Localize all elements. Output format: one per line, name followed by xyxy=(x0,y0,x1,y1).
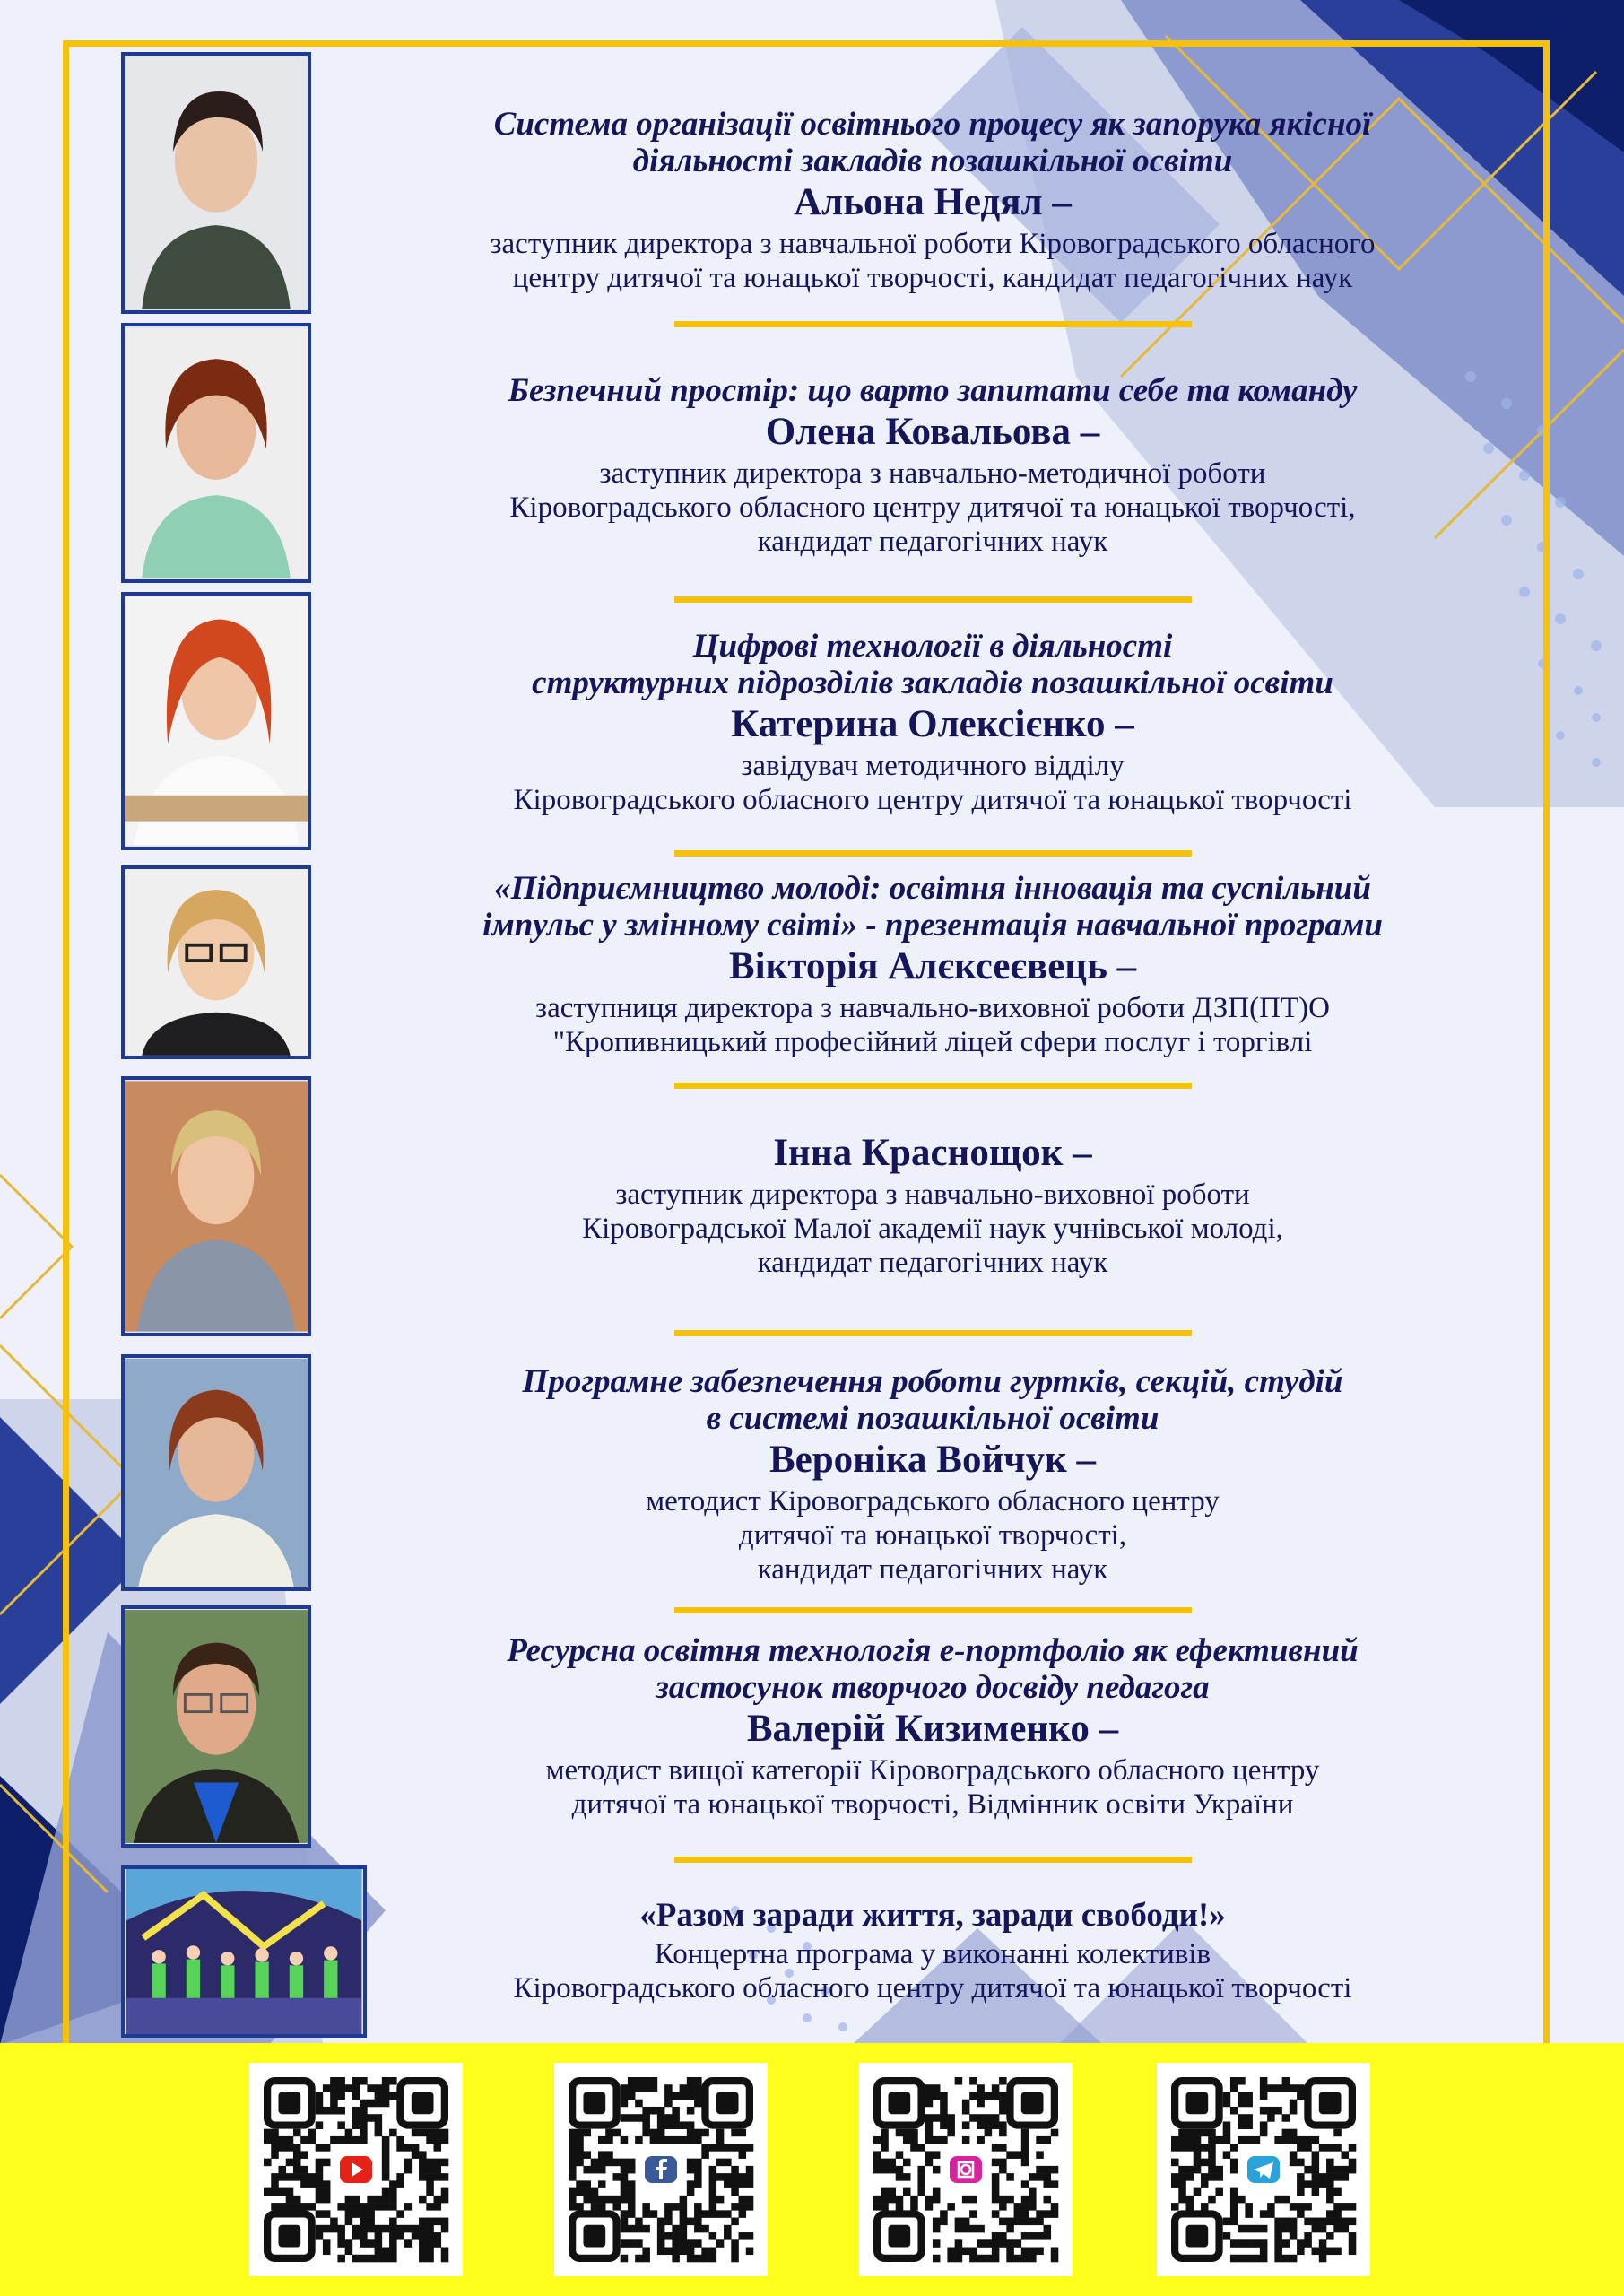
entry-1-speaker-role: заступник директора з навчальної роботи Кіровоградського обласного центру дитячої та юнацької творчості, кандидат педагогічних наук xyxy=(490,228,1376,294)
speaker-photo-5 xyxy=(121,1076,311,1336)
entry-3-speaker-name: Катерина Олексієнко – xyxy=(731,703,1134,745)
entry-8-description: Концертна програма у виконанні колективів Кіровоградського обласного центру дитячої та юнацької творчості xyxy=(513,1938,1352,2005)
entry-2-speaker-role: заступник директора з навчально-методичної роботи Кіровоградського обласного центру дитячої та юнацької творчості, кандидат педагогічних наук xyxy=(509,457,1356,558)
instagram-qr-code[interactable] xyxy=(859,2063,1073,2276)
entry-7-speaker-role: методист вищої категорії Кіровоградського обласного центру дитячої та юнацької творчості, Відмінник освіти України xyxy=(545,1754,1320,1821)
speaker-photo-6 xyxy=(121,1354,311,1591)
entry-4-text xyxy=(377,870,1489,1059)
entry-2-topic: Безпечний простір: що варто запитати себе та команду xyxy=(508,372,1358,409)
footer-bar xyxy=(0,2043,1624,2296)
speaker-photo-2 xyxy=(121,323,311,583)
youtube-qr-code[interactable] xyxy=(249,2063,463,2276)
gold-divider xyxy=(674,1607,1192,1613)
gold-divider xyxy=(674,850,1192,857)
telegram-qr-code[interactable] xyxy=(1157,2063,1370,2276)
entry-7-topic: Ресурсна освітня технологія е-портфоліо як ефективний застосунок творчого досвіду педагога xyxy=(507,1632,1359,1706)
facebook-icon xyxy=(640,2149,682,2190)
entry-7-speaker-name: Валерій Кизименко – xyxy=(746,1708,1119,1750)
gold-divider xyxy=(674,1330,1192,1336)
entry-3-speaker-role: завідувач методичного відділу Кіровоградського обласного центру дитячої та юнацької творчості xyxy=(513,750,1352,816)
gold-divider xyxy=(674,596,1192,603)
entry-8-text xyxy=(377,1897,1489,2005)
entry-3-text xyxy=(377,628,1489,817)
entry-2-text xyxy=(377,372,1489,559)
entry-2-speaker-name: Олена Ковальова – xyxy=(765,411,1100,453)
speaker-photo-7 xyxy=(121,1605,311,1848)
entry-7-text xyxy=(377,1632,1489,1822)
entry-6-speaker-role: методист Кіровоградського обласного центру дитячої та юнацької творчості, кандидат педагогічних наук xyxy=(646,1485,1220,1586)
facebook-qr-code[interactable] xyxy=(554,2063,768,2276)
entry-4-speaker-role: заступниця директора з навчально-виховної роботи ДЗП(ПТ)О "Кропивницький професійний ліцей сфери послуг і торгівлі xyxy=(535,992,1330,1058)
entry-5-speaker-role: заступник директора з навчально-виховної роботи Кіровоградської Малої академії наук учнівської молоді, кандидат педагогічних наук xyxy=(582,1178,1283,1279)
gold-divider xyxy=(674,1083,1192,1089)
speaker-photo-3 xyxy=(121,592,311,850)
entry-6-topic: Програмне забезпечення роботи гуртків, секцій, студій в системі позашкільної освіти xyxy=(522,1363,1343,1437)
entry-1-text xyxy=(377,106,1489,295)
entry-6-speaker-name: Вероніка Войчук – xyxy=(769,1439,1096,1481)
entry-5-speaker-name: Інна Краснощок – xyxy=(773,1132,1092,1174)
concert-photo xyxy=(121,1866,367,2038)
speaker-photo-1 xyxy=(121,52,311,314)
entry-1-speaker-name: Альона Недял – xyxy=(794,181,1072,223)
entry-3-topic: Цифрові технології в діяльності структурних підрозділів закладів позашкільної освіти xyxy=(532,628,1333,701)
instagram-icon xyxy=(945,2149,986,2190)
entry-1-topic: Система організації освітнього процесу як запорука якісної діяльності закладів позашкільної освіти xyxy=(493,106,1372,179)
entry-4-topic: «Підприємництво молоді: освітня інновація та суспільний імпульс у змінному світі» - презентація навчальної програми xyxy=(482,870,1383,944)
youtube-icon xyxy=(335,2149,377,2190)
entry-8-title: «Разом заради життя, заради свободи!» xyxy=(639,1897,1226,1934)
entry-6-text xyxy=(377,1363,1489,1587)
telegram-icon xyxy=(1243,2149,1284,2190)
speaker-photo-4 xyxy=(121,865,311,1059)
entry-5-text xyxy=(377,1130,1489,1280)
entry-4-speaker-name: Вікторія Алєксеєвець – xyxy=(728,945,1137,987)
gold-divider xyxy=(674,1857,1192,1863)
gold-divider xyxy=(674,321,1192,327)
